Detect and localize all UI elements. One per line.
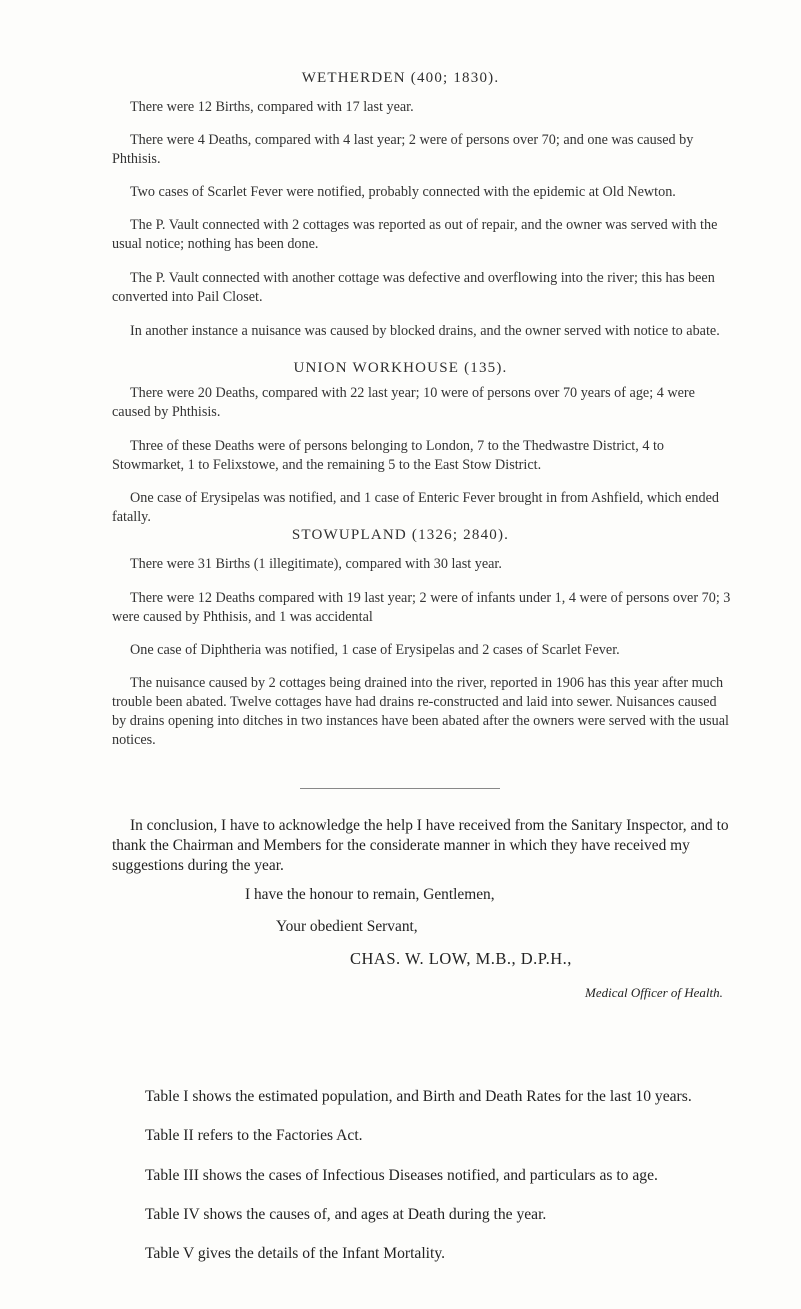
conclusion-paragraph: In conclusion, I have to acknowledge the help I have received from the Sanitary Inspector, and to thank the Chairman and Members for the considerate manner in which they have received my suggestions during the year. xyxy=(112,817,729,874)
stowupland-para-4: The nuisance caused by 2 cottages being drained into the river, reported in 1906 has this year after much trouble been abated. Twelve cottages have had drains re-constructed and laid into sewer. Nuisances caused by drains opening into ditches in two instances have been abated after the owners were served with the usual notices. xyxy=(112,675,729,748)
wetherden-para-5: The P. Vault connected with another cottage was defective and overflowing into the river; this has been converted into Pail Closet. xyxy=(112,270,715,305)
stowupland-para-1: There were 31 Births (1 illegitimate), compared with 30 last year. xyxy=(130,556,502,572)
section-divider xyxy=(300,788,500,789)
table-note-1: Table I shows the estimated population, and Birth and Death Rates for the last 10 years. xyxy=(145,1088,692,1105)
stowupland-heading: STOWUPLAND (1326; 2840). xyxy=(291,527,510,543)
table-note-5: Table V gives the details of the Infant Mortality. xyxy=(145,1245,446,1262)
stowupland-para-3: One case of Diphtheria was notified, 1 case of Erysipelas and 2 cases of Scarlet Fever. xyxy=(130,642,620,658)
stowupland-para-2: There were 12 Deaths compared with 19 last year; 2 were of infants under 1, 4 were of persons over 70; 3 were caused by Phthisis, and 1 was accidental xyxy=(112,590,731,625)
workhouse-heading: UNION WORKHOUSE (135). xyxy=(293,360,508,376)
workhouse-para-2: Three of these Deaths were of persons belonging to London, 7 to the Thedwastre District, 4 to Stowmarket, 1 to Felixstowe, and the remaining 5 to the East Stow District. xyxy=(112,438,664,473)
wetherden-para-6: In another instance a nuisance was caused by blocked drains, and the owner served with notice to abate. xyxy=(130,323,720,339)
wetherden-para-1: There were 12 Births, compared with 17 last year. xyxy=(130,99,414,115)
servant-line: Your obedient Servant, xyxy=(276,918,418,935)
workhouse-para-1: There were 20 Deaths, compared with 22 last year; 10 were of persons over 70 years of age; 4 were caused by Phthisis. xyxy=(112,385,695,420)
table-note-2: Table II refers to the Factories Act. xyxy=(145,1127,363,1144)
wetherden-heading: WETHERDEN (400; 1830). xyxy=(301,70,500,86)
table-note-3: Table III shows the cases of Infectious Diseases notified, and particulars as to age. xyxy=(145,1167,658,1184)
wetherden-para-3: Two cases of Scarlet Fever were notified, probably connected with the epidemic at Old Newton. xyxy=(130,184,676,200)
signature-title: Medical Officer of Health. xyxy=(585,985,723,1000)
wetherden-para-4: The P. Vault connected with 2 cottages was reported as out of repair, and the owner was served with the usual notice; nothing has been done. xyxy=(112,217,718,252)
signature-name: CHAS. W. LOW, M.B., D.P.H., xyxy=(350,949,572,968)
table-note-4: Table IV shows the causes of, and ages at Death during the year. xyxy=(145,1206,547,1223)
wetherden-para-2: There were 4 Deaths, compared with 4 last year; 2 were of persons over 70; and one was caused by Phthisis. xyxy=(112,132,694,167)
closing-line: I have the honour to remain, Gentlemen, xyxy=(245,886,495,903)
workhouse-para-3: One case of Erysipelas was notified, and 1 case of Enteric Fever brought in from Ashfield, which ended fatally. xyxy=(112,490,719,525)
